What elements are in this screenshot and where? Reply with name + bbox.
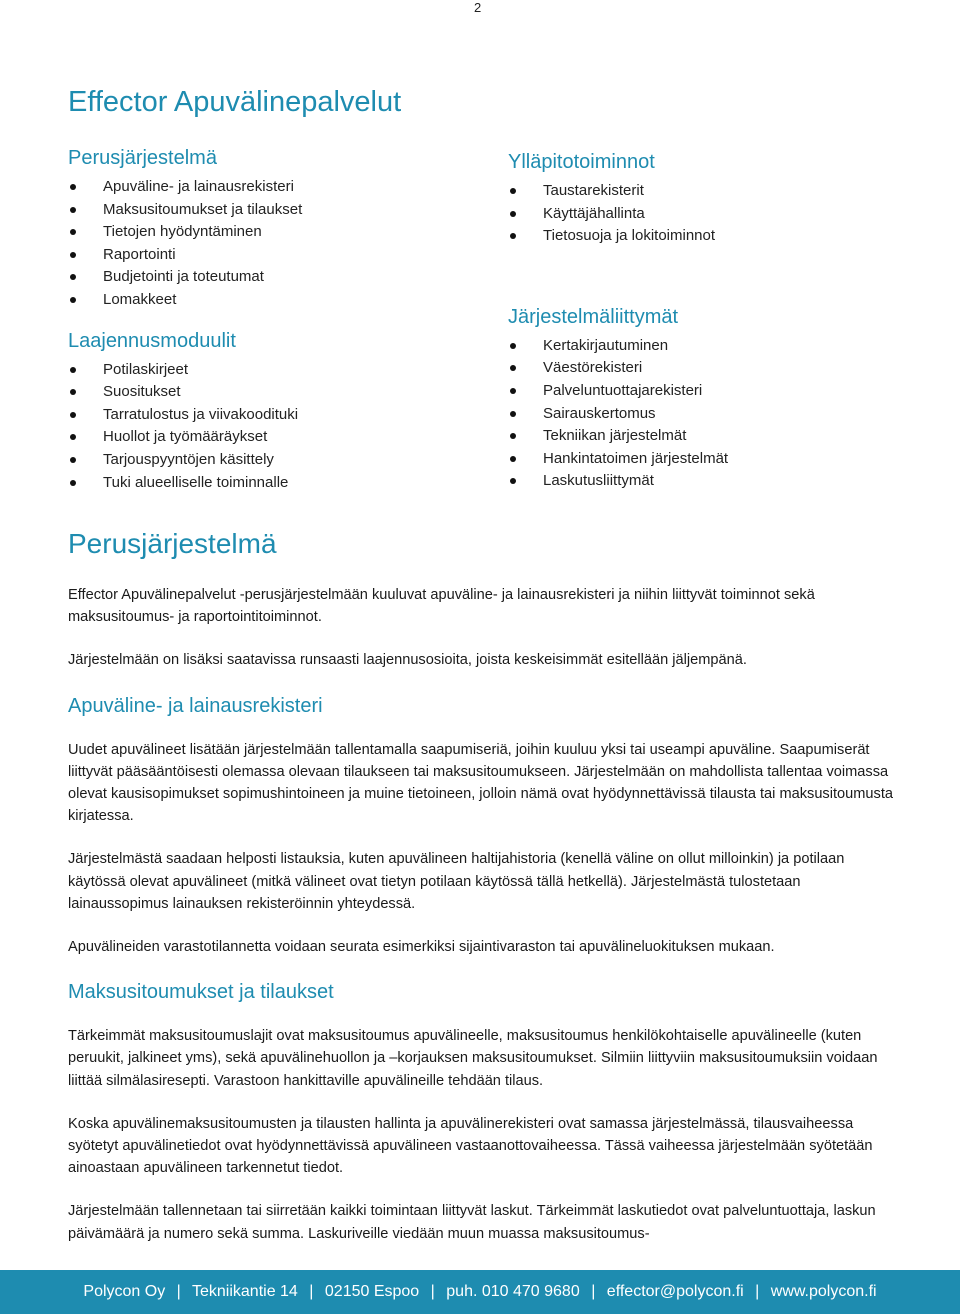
- section-heading: Apuväline- ja lainausrekisteri: [68, 694, 323, 717]
- paragraph: Järjestelmästä saadaan helposti listauksia, kuten apuvälineen haltijahistoria (kenellä väline on ollut milloinkin) ja potilaan käytössä olevat apuvälineet (mitkä välineet ovat tietyn potilaan käytössä tällä hetkellä). Järjestelmästä tulostetaan lainaussopimus lainauksen rekisteröinnin yhteydessä.: [68, 851, 845, 912]
- list-item: Maksusitoumukset ja tilaukset: [68, 199, 468, 222]
- section-heading: Maksusitoumukset ja tilaukset: [68, 981, 334, 1004]
- footer-city: 02150 Espoo: [324, 1283, 420, 1300]
- right-section-heading: Järjestelmäliittymät: [508, 305, 679, 328]
- list-item: Tietosuoja ja lokitoiminnot: [508, 225, 928, 248]
- list-item: Tarratulostus ja viivakoodituki: [68, 404, 468, 427]
- page-number: 2: [474, 0, 482, 15]
- list-item: Raportointi: [68, 244, 468, 267]
- list-item: Kertakirjautuminen: [508, 335, 928, 358]
- list-item: Tarjouspyyntöjen käsittely: [68, 449, 468, 472]
- left-section-heading: Laajennusmoduulit: [68, 329, 236, 352]
- bullet-list: [508, 180, 928, 248]
- footer-separator: |: [591, 1283, 596, 1300]
- bullet-list: [68, 176, 468, 312]
- list-item: Potilaskirjeet: [68, 359, 468, 382]
- list-item: Taustarekisterit: [508, 180, 928, 203]
- footer-separator: |: [176, 1283, 181, 1300]
- list-item: Käyttäjähallinta: [508, 203, 928, 226]
- list-item: Tuki alueelliselle toiminnalle: [68, 472, 468, 495]
- paragraph: Tärkeimmät maksusitoumuslajit ovat maksusitoumus apuvälineelle, maksusitoumus henkilökohtaiselle apuvälineelle (kuten peruukit, jalkineet yms), sekä apuvälinehuollon ja –korjauksen maksusitoumukset. Silmiin liittyviin maksusitoumuksiin voidaan liittää silmälasiresepti. Varastoon hankittaville apuvälineille tehdään tilaus.: [68, 1028, 878, 1089]
- list-item: Suositukset: [68, 381, 468, 404]
- paragraph: Uudet apuvälineet lisätään järjestelmään tallentamalla saapumiseriä, joihin kuuluu yksi tai useampi apuväline. Saapumiserät liittyvät pääsääntöisesti olemassa olevaan tilaukseen tai maksusitoumukseen. Järjestelmään on mahdollista tallentaa voimassa olevat kausisopimukset sopimushintoineen ja muine tietoineen, jolloin nämä ovat hyödynnettävissä tilausta tai maksusitoumusta kirjatessa.: [68, 741, 894, 825]
- paragraph: Apuvälineiden varastotilannetta voidaan seurata esimerkiksi sijaintivaraston tai apuvälineluokituksen mukaan.: [68, 939, 775, 956]
- footer-phone: puh. 010 470 9680: [446, 1283, 580, 1300]
- bullet-list: [508, 335, 928, 493]
- list-item: Tietojen hyödyntäminen: [68, 221, 468, 244]
- intro-paragraph: Järjestelmään on lisäksi saatavissa runsaasti laajennusosioita, joista keskeisimmät esitellään jäljempänä.: [68, 652, 747, 669]
- intro-paragraph: Effector Apuvälinepalvelut -perusjärjestelmään kuuluvat apuväline- ja lainausrekisteri ja niihin liittyvät toiminnot sekä maksusitoumus- ja raportointitoiminnot.: [68, 587, 815, 626]
- list-item: Sairauskertomus: [508, 403, 928, 426]
- footer-street: Tekniikantie 14: [191, 1283, 298, 1300]
- list-item: Palveluntuottajarekisteri: [508, 380, 928, 403]
- list-item: Tekniikan järjestelmät: [508, 425, 928, 448]
- list-item: Hankintatoimen järjestelmät: [508, 448, 928, 471]
- footer-separator: |: [430, 1283, 435, 1300]
- body-text: [68, 584, 898, 1266]
- bullet-list: [68, 359, 468, 495]
- main-heading: Perusjärjestelmä: [68, 528, 277, 559]
- list-item: Laskutusliittymät: [508, 470, 928, 493]
- list-item: Lomakkeet: [68, 289, 468, 312]
- paragraph: Järjestelmään tallennetaan tai siirretään kaikki toimintaan liittyvät laskut. Tärkeimmät laskutiedot ovat palveluntuottaja, laskun päivämäärä ja numero sekä summa. Laskuriveille viedään muun muassa maksusitoumus-: [68, 1203, 876, 1242]
- footer-email-link[interactable]: effector@polycon.fi: [606, 1283, 744, 1300]
- list-item: Väestörekisteri: [508, 357, 928, 380]
- paragraph: Koska apuvälinemaksusitoumusten ja tilausten hallinta ja apuvälinerekisteri ovat samassa järjestelmässä, tilausvaiheessa syötetyt apuvälinetiedot ovat hyödynnettävissä apuvälineen vastaanottovaiheessa. Tässä vaiheessa järjestelmään syötetään ainoastaan apuvälineen tarkennetut tiedot.: [68, 1115, 873, 1177]
- right-section-heading: Ylläpitotoiminnot: [508, 151, 655, 173]
- footer-website-link[interactable]: www.polycon.fi: [770, 1283, 877, 1300]
- list-item: Apuväline- ja lainausrekisteri: [68, 176, 468, 199]
- footer-bar: [0, 1270, 960, 1314]
- right-column: [508, 150, 928, 493]
- footer-separator: |: [309, 1283, 314, 1300]
- footer-separator: |: [755, 1283, 760, 1300]
- footer-company: Polycon Oy: [83, 1283, 166, 1300]
- left-section-heading: Perusjärjestelmä: [68, 147, 217, 169]
- left-column: [68, 146, 468, 494]
- document-title: Effector Apuvälinepalvelut: [68, 86, 402, 118]
- list-item: Huollot ja työmääräykset: [68, 426, 468, 449]
- list-item: Budjetointi ja toteutumat: [68, 266, 468, 289]
